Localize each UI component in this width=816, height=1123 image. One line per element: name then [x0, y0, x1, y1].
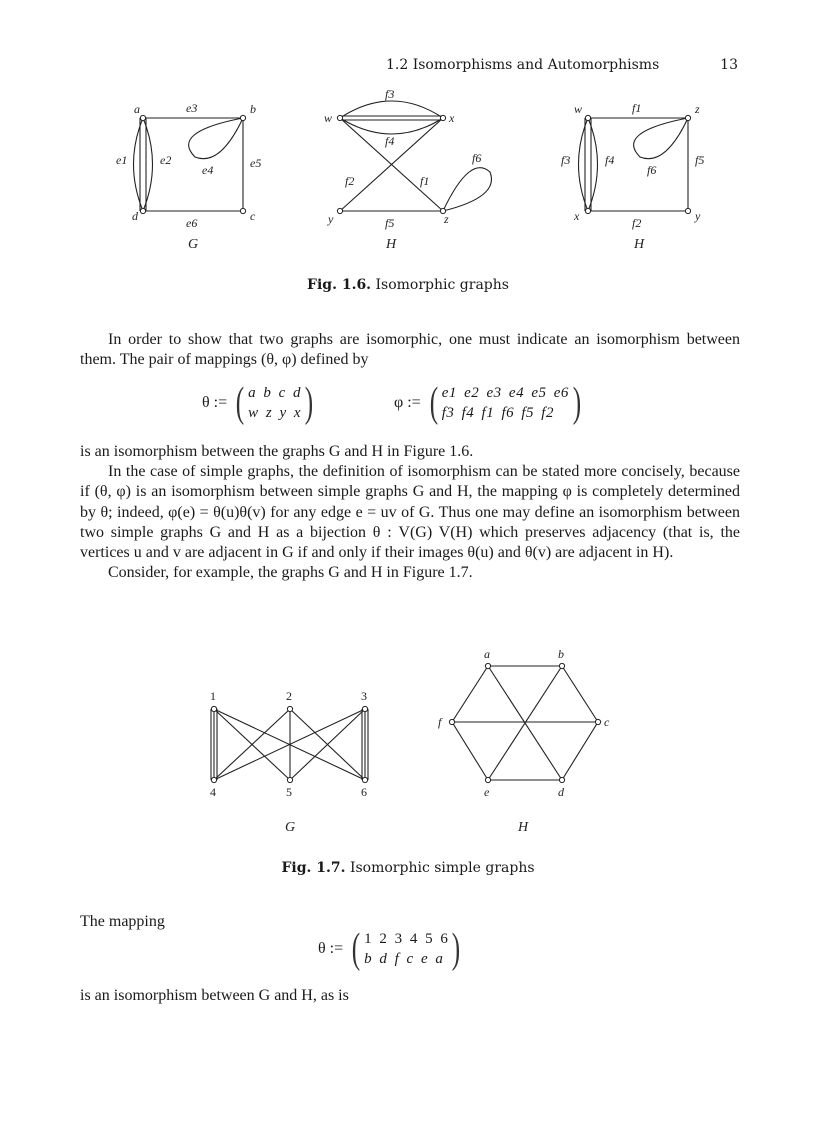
h7-name: H — [518, 820, 529, 835]
edge-f6-h2-loop — [634, 118, 688, 159]
g-edge-e5: e5 — [250, 156, 262, 170]
theta2-bottom-row: b d f c e a — [364, 951, 444, 967]
g7-vertex-1: 1 — [210, 689, 216, 703]
graph-g-edges — [134, 118, 244, 211]
para3-text: In the case of simple graphs, the definition of isomorphism can be stated more concisely, because if (θ, φ) is an isomorphism between simple graphs G and H, the mapping φ is completely determined by θ; indeed, φ(e) = θ(u)θ(v) for any edge e = uv of G. Thus one may define an isomorphism between two simple graphs G and H as a bijection θ : V(G) V(H) which preserves adjacency (that is, the vertices u and v are adjacent in G if and only if their images θ(u) and θ(v) are adjacent in H). — [80, 463, 740, 562]
g-edge-e4: e4 — [202, 163, 214, 177]
h7-vertex-d: d — [558, 785, 564, 799]
mapping-phi: φ := ( e1 e2 e3 e4 e5 e6 f3 f4 f1 f6 f5 f2 ) — [394, 380, 582, 426]
h2-vertex-w: w — [574, 102, 583, 116]
para4-text: Consider, for example, the graphs G and H in Figure 1.7. — [108, 564, 473, 582]
h7-vertex-a: a — [484, 647, 490, 661]
graph-h1-edges — [340, 101, 491, 211]
theta-top-row: a b c d — [248, 385, 302, 401]
para6-text: is an isomorphism between G and H, as is — [80, 987, 349, 1004]
graph-h2-edges — [579, 118, 689, 211]
h2-edge-f3: f3 — [561, 153, 571, 167]
g7-vertex-4: 4 — [210, 785, 216, 799]
edge-e2-curve — [143, 118, 153, 211]
g-vertex-b: b — [250, 102, 256, 116]
para2-text: is an isomorphism between the graphs G and H in Figure 1.6. — [80, 443, 474, 460]
theta-label: θ := — [202, 394, 228, 411]
phi-bottom-row: f3 f4 f1 f6 f5 f2 — [441, 405, 554, 421]
caption-text: Isomorphic graphs — [375, 277, 509, 293]
g-vertex-a: a — [134, 102, 140, 116]
mapping-theta-2: θ := ( 1 2 3 4 5 6 b d f c e a ) — [318, 926, 461, 972]
h1-vertex-x: x — [449, 111, 455, 125]
h1-edge-f4: f4 — [385, 134, 395, 148]
edge-f3 — [340, 101, 443, 118]
h1-vertex-w: w — [324, 111, 333, 125]
g-edge-e2: e2 — [160, 153, 172, 167]
g7-vertex-3: 3 — [361, 689, 367, 703]
h1-edge-f6: f6 — [472, 151, 482, 165]
figure-1-7-svg — [0, 640, 816, 840]
h7-vertex-c: c — [604, 715, 610, 729]
running-head — [386, 57, 738, 73]
para5-text: The mapping — [80, 913, 165, 930]
h2-edge-f1: f1 — [632, 101, 642, 115]
g7-name: G — [285, 820, 296, 835]
theta2-top-row: 1 2 3 4 5 6 — [364, 931, 449, 947]
mapping-theta-1: θ := ( a b c d w z y x ) — [202, 380, 314, 426]
g-vertex-d: d — [132, 209, 138, 223]
g-name: G — [188, 237, 199, 252]
h7-vertex-b: b — [558, 647, 564, 661]
g-edge-e6: e6 — [186, 216, 198, 230]
figure-1-7-caption — [0, 860, 816, 876]
paragraph-1 — [80, 330, 740, 370]
figure-1-7 — [0, 640, 816, 840]
g-edge-e3: e3 — [186, 101, 198, 115]
paragraph-2-4 — [80, 442, 740, 583]
g-vertex-c: c — [250, 209, 256, 223]
page-number: 13 — [720, 57, 738, 73]
h2-edge-f5: f5 — [695, 153, 705, 167]
h2-vertex-z: z — [695, 102, 700, 116]
caption-text-1-7: Isomorphic simple graphs — [349, 860, 535, 876]
graph-g-simple-edges — [211, 709, 368, 780]
h2-edge-f6: f6 — [647, 163, 657, 177]
para1-text: In order to show that two graphs are isomorphic, one must indicate an isomorphism between them. The pair of mappings (θ, φ) defined by — [80, 331, 740, 369]
graph-h-simple-edges — [452, 666, 598, 780]
section-title: 1.2 Isomorphisms and Automorphisms — [386, 57, 660, 73]
g7-vertex-6: 6 — [361, 785, 367, 799]
caption-label: Fig. 1.6. — [307, 277, 372, 293]
theta-bottom-row: w z y x — [248, 405, 302, 421]
h2-vertex-x: x — [574, 209, 580, 223]
h1-edge-f5: f5 — [385, 216, 395, 230]
h1-edge-f1: f1 — [420, 174, 430, 188]
edge-e1-curve — [134, 118, 144, 211]
phi-top-row: e1 e2 e3 e4 e5 e6 — [441, 385, 569, 401]
edge-f4-h2 — [588, 118, 598, 211]
h2-edge-f4: f4 — [605, 153, 615, 167]
h1-vertex-y: y — [328, 212, 334, 226]
edge-f6-loop — [443, 168, 491, 211]
h2-vertex-y: y — [695, 209, 701, 223]
figure-1-6 — [0, 82, 816, 262]
h7-vertex-f: f — [438, 715, 442, 729]
h7-vertex-e: e — [484, 785, 490, 799]
h1-edge-f3: f3 — [385, 87, 395, 101]
h1-edge-f2: f2 — [345, 174, 355, 188]
edge-e4-loop — [189, 118, 243, 159]
h1-vertex-z: z — [444, 212, 449, 226]
phi-label: φ := — [394, 394, 421, 411]
figure-1-6-caption — [0, 277, 816, 293]
g7-vertex-2: 2 — [286, 689, 292, 703]
caption-label-1-7: Fig. 1.7. — [281, 860, 346, 876]
h2-name: H — [634, 237, 645, 252]
g-edge-e1: e1 — [116, 153, 128, 167]
edge-f3-h2 — [579, 118, 589, 211]
theta2-label: θ := — [318, 940, 344, 957]
paragraph-6 — [80, 986, 740, 1006]
h2-edge-f2: f2 — [632, 216, 642, 230]
h1-name: H — [386, 237, 397, 252]
g7-vertex-5: 5 — [286, 785, 292, 799]
figure-1-6-svg — [0, 82, 816, 262]
